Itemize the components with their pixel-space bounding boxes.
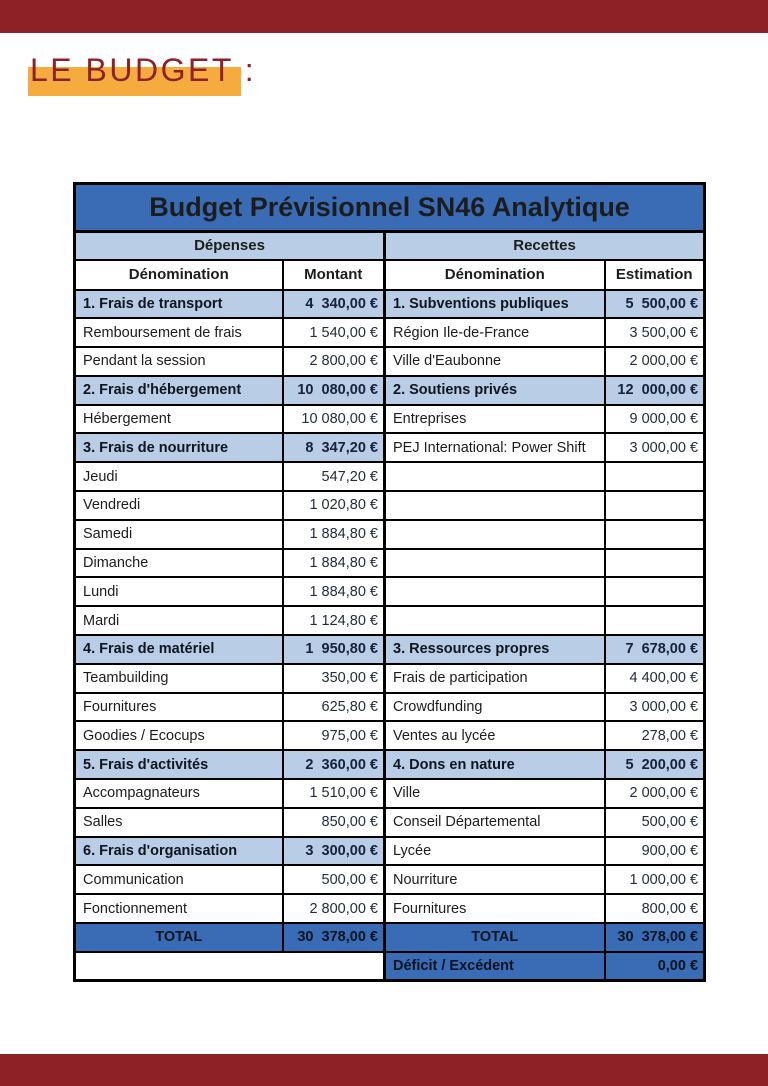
revenue-label-cell: 1. Subventions publiques [385,290,605,319]
expense-amount-cell: 850,00 € [283,808,385,837]
table-row [75,721,705,750]
table-row [75,779,705,808]
revenue-label-cell [385,577,605,606]
expense-label-cell: Vendredi [75,491,283,520]
revenue-label-cell: Ville [385,779,605,808]
revenue-label-cell: Région Ile-de-France [385,318,605,347]
expense-amount-cell: 547,20 € [283,462,385,491]
expense-amount-cell: 1 884,80 € [283,549,385,578]
expense-amount-cell: 3 300,00 € [283,837,385,866]
revenue-total-amount: 30 378,00 € [605,923,705,952]
table-row [75,606,705,635]
page-title: LE BUDGET : [30,52,257,88]
table-row [75,865,705,894]
expense-amount-cell: 2 800,00 € [283,347,385,376]
revenue-label-cell: 4. Dons en nature [385,750,605,779]
revenue-label-cell [385,606,605,635]
balance-row [75,952,705,981]
revenue-label-cell: Nourriture [385,865,605,894]
balance-label: Déficit / Excédent [385,952,605,981]
revenue-amount-cell: 3 000,00 € [605,433,705,462]
revenue-label-cell: Ville d'Eaubonne [385,347,605,376]
revenue-label-cell: Crowdfunding [385,693,605,722]
expense-label-cell: 5. Frais d'activités [75,750,283,779]
table-row [75,376,705,405]
table-row [75,549,705,578]
revenue-amount-cell: 5 500,00 € [605,290,705,319]
expense-label-cell: Goodies / Ecocups [75,721,283,750]
balance-amount: 0,00 € [605,952,705,981]
revenue-amount-cell: 800,00 € [605,894,705,923]
total-row [75,923,705,952]
revenue-amount-cell [605,606,705,635]
budget-table [73,182,706,982]
expense-amount-cell: 8 347,20 € [283,433,385,462]
expense-label-cell: Pendant la session [75,347,283,376]
expense-label-cell: Samedi [75,520,283,549]
revenue-label-cell: Lycée [385,837,605,866]
expense-amount-cell: 1 510,00 € [283,779,385,808]
revenue-label-cell: Frais de participation [385,664,605,693]
column-header-row [75,260,705,290]
table-row [75,693,705,722]
expense-amount-cell: 2 800,00 € [283,894,385,923]
expense-label-cell: Hébergement [75,405,283,434]
expense-label-cell: Jeudi [75,462,283,491]
revenue-amount-cell [605,520,705,549]
expense-label-cell: Remboursement de frais [75,318,283,347]
revenue-amount-cell: 1 000,00 € [605,865,705,894]
table-row [75,635,705,664]
expense-amount-cell: 4 340,00 € [283,290,385,319]
expense-total-label: TOTAL [75,923,283,952]
revenue-amount-cell: 4 400,00 € [605,664,705,693]
expense-label-cell: 3. Frais de nourriture [75,433,283,462]
expense-label-cell: 1. Frais de transport [75,290,283,319]
expense-amount-cell: 1 124,80 € [283,606,385,635]
expense-amount-cell: 1 884,80 € [283,577,385,606]
page-heading [30,52,256,98]
table-row [75,520,705,549]
revenue-label-cell: Fournitures [385,894,605,923]
revenue-label-cell: 3. Ressources propres [385,635,605,664]
revenue-amount-cell: 12 000,00 € [605,376,705,405]
revenue-label-cell: 2. Soutiens privés [385,376,605,405]
budget-table-body [75,184,705,981]
table-row [75,433,705,462]
expense-label-cell: 4. Frais de matériel [75,635,283,664]
revenue-amount-cell: 9 000,00 € [605,405,705,434]
table-row [75,808,705,837]
expense-total-amount: 30 378,00 € [283,923,385,952]
table-row [75,894,705,923]
revenue-amount-cell [605,462,705,491]
expense-label-cell: Lundi [75,577,283,606]
expense-label-cell: 6. Frais d'organisation [75,837,283,866]
top-accent-bar [0,0,768,33]
table-row [75,290,705,319]
revenue-amount-cell: 500,00 € [605,808,705,837]
revenue-amount-cell [605,549,705,578]
expense-label-cell: Communication [75,865,283,894]
expense-label-cell: Fonctionnement [75,894,283,923]
expense-amount-cell: 2 360,00 € [283,750,385,779]
bottom-accent-bar [0,1054,768,1086]
expenses-group-header: Dépenses [75,232,385,260]
revenue-amount-cell: 3 000,00 € [605,693,705,722]
revenue-label-cell [385,491,605,520]
expense-label-cell: Dimanche [75,549,283,578]
revenue-label-cell: PEJ International: Power Shift [385,433,605,462]
revenue-total-label: TOTAL [385,923,605,952]
table-row [75,577,705,606]
expense-amount-header: Montant [283,260,385,290]
revenue-amount-cell: 3 500,00 € [605,318,705,347]
revenue-label-cell [385,549,605,578]
revenue-amount-cell: 5 200,00 € [605,750,705,779]
table-row [75,318,705,347]
revenue-label-cell: Entreprises [385,405,605,434]
revenue-group-header: Recettes [385,232,705,260]
revenue-label-cell [385,520,605,549]
revenue-amount-cell [605,577,705,606]
table-row [75,664,705,693]
expense-label-cell: 2. Frais d'hébergement [75,376,283,405]
revenue-amount-cell: 2 000,00 € [605,347,705,376]
expense-amount-cell: 1 884,80 € [283,520,385,549]
revenue-amount-cell [605,491,705,520]
revenue-label-cell: Ventes au lycée [385,721,605,750]
revenue-amount-cell: 900,00 € [605,837,705,866]
expense-label-cell: Teambuilding [75,664,283,693]
table-row [75,462,705,491]
table-title: Budget Prévisionnel SN46 Analytique [75,184,705,232]
expense-amount-cell: 500,00 € [283,865,385,894]
table-row [75,405,705,434]
expense-amount-cell: 10 080,00 € [283,376,385,405]
expense-label-cell: Salles [75,808,283,837]
expense-label-cell: Fournitures [75,693,283,722]
expense-name-header: Dénomination [75,260,283,290]
table-title-row [75,184,705,232]
group-header-row [75,232,705,260]
expense-amount-cell: 1 950,80 € [283,635,385,664]
expense-amount-cell: 975,00 € [283,721,385,750]
table-row [75,837,705,866]
expense-amount-cell: 1 020,80 € [283,491,385,520]
revenue-amount-cell: 7 678,00 € [605,635,705,664]
expense-amount-cell: 350,00 € [283,664,385,693]
empty-cell [75,952,385,981]
table-row [75,491,705,520]
revenue-label-cell: Conseil Départemental [385,808,605,837]
expense-label-cell: Accompagnateurs [75,779,283,808]
table-row [75,347,705,376]
revenue-amount-header: Estimation [605,260,705,290]
revenue-label-cell [385,462,605,491]
expense-amount-cell: 1 540,00 € [283,318,385,347]
revenue-amount-cell: 2 000,00 € [605,779,705,808]
expense-amount-cell: 625,80 € [283,693,385,722]
revenue-amount-cell: 278,00 € [605,721,705,750]
expense-label-cell: Mardi [75,606,283,635]
expense-amount-cell: 10 080,00 € [283,405,385,434]
table-row [75,750,705,779]
revenue-name-header: Dénomination [385,260,605,290]
